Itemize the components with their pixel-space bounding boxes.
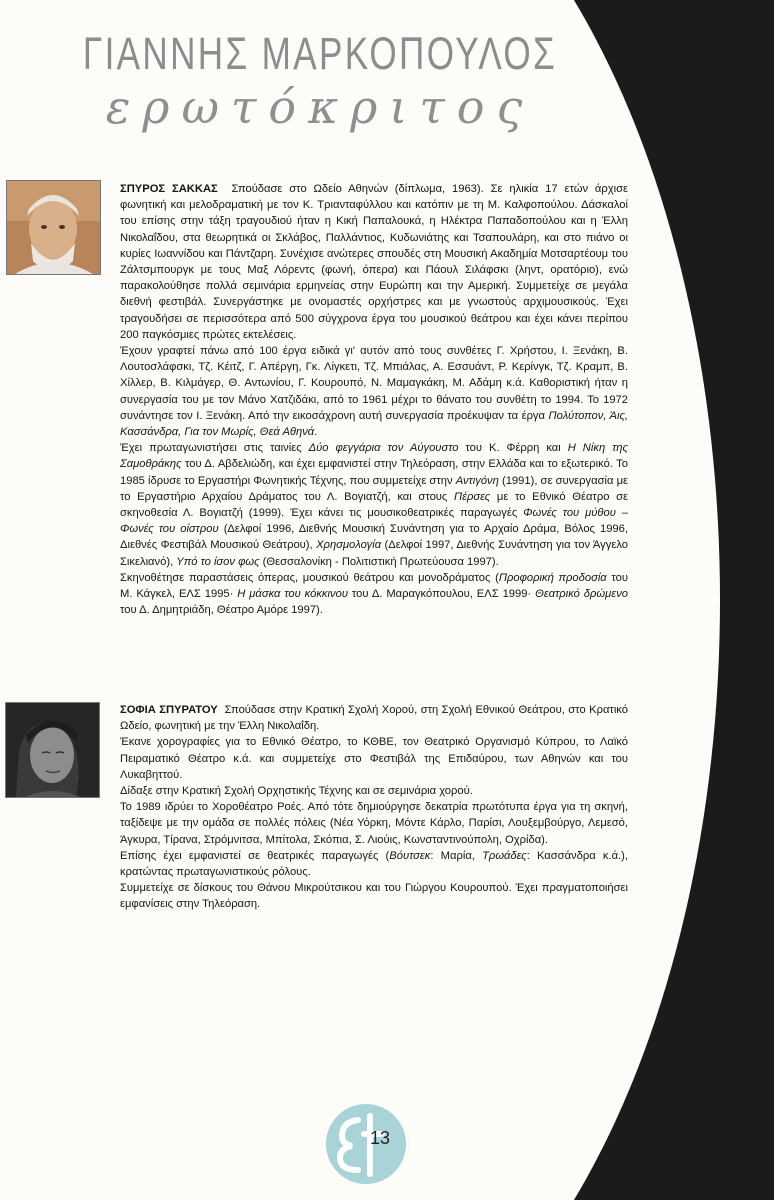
bio-text: Σπούδασε στην Κρατική Σχολή Χορού, στη Σχολή Εθνικού Θεάτρου, στο Κρατικό Ωδείο, φωνητική με την Έλλη Νικολαΐδη. (120, 704, 628, 733)
bio-paragraph: Σκηνοθέτησε παραστάσεις όπερας, μουσικού θεάτρου και μονοδράματος (Προφορική προδοσία του Μ. Κάγκελ, ΕΛΣ 1995· Η μάσκα του κόκκινου του Δ. Μαραγκόπουλου, ΕΛΣ 1999· Θεατρικό δρώμενο του Δ. Δημητριάδη, Θέατρο Αμόρε 1997). (120, 571, 629, 617)
bio-paragraph: Έχει πρωταγωνιστήσει στις ταινίες Δύο φεγγάρια τον Αύγουστο του Κ. Φέρρη και Η Νίκη της Σαμοθράκης του Δ. Αβδελιώδη, και έχει εμφανιστεί στην Τηλεόραση, στην Ελλάδα και το εξωτερικό. Το 1985 ίδρυσε το Εργαστήρι Φωνητικής Τέχνης, που συμμετείχε στην Αντιγόνη (1991), σε συνεργασία με το Εργαστήριο Αρχαίου Δράματος του Λ. Βογιατζή, και στους Πέρσες με το Εθνικό Θέατρο σε σκηνοθεσία Λ. Βογιατζή (1999). Έχει κάνει τις μουσικοθεατρικές παραγωγές Φωνές του μύθου – Φωνές του οίστρου (Δελφοί 1996, Διεθνής Μουσική Συνάντηση για το Αρχαίο Δράμα, Βόλος 1996, Διεθνές Φεστιβάλ Μουσικού Θεάτρου), Χρησμολογία (Δελφοί 1997, Διεθνής Συνάντηση για τον Άγγελο Σικελιανό), Υπό το ίσον φως (Θεσσαλονίκη - Πολιτιστική Πρωτεύουσα 1997). (120, 442, 629, 568)
bio-sofia-spyratou (120, 702, 628, 913)
bio-name: ΣΠΥΡΟΣ ΣΑΚΚΑΣ (120, 183, 218, 195)
bio-paragraph: Έκανε χορογραφίες για το Εθνικό Θέατρο, το ΚΘΒΕ, τον Θεατρικό Οργανισμό Κύπρου, το Λαϊκό Πειραματικό Θέατρο κ.ά. και συμμετείχε στο Φεστιβάλ της Επιδαύρου, των Αθηνών και του Λυκαβηττού. (120, 736, 628, 781)
bio-paragraph: Έχουν γραφτεί πάνω από 100 έργα ειδικά γι' αυτόν από τους συνθέτες Γ. Χρήστου, Ι. Ξενάκη, Β. Λουτοσλάφσκι, Τζ. Κέιτζ, Γ. Απέργη, Γκ. Λίγκετι, Τζ. Μπιάλας, Α. Εσσυάντ, Ρ. Κερίνγκ, Τζ. Κραμπ, Β. Χίλλερ, Β. Κιλμάγερ, Θ. Αντωνίου, Γ. Κουρουπό, Ν. Μαμαγκάκη, Μ. Αδάμη κ.ά. Καθοριστική ήταν η συνεργασία του με τον Μάνο Χατζιδάκι, από το 1961 μέχρι το θάνατο του συνθέτη το 1994. Το 1972 συνάντησε τον Ι. Ξενάκη. Από την εικοσάχρονη αυτή συνεργασία προέκυψαν τα έργα Πολύτοπον, Άις, Κασσάνδρα, Για τον Μωρίς, Θεά Αθηνά. (120, 345, 628, 439)
portrait-spyros-sakkas (6, 180, 101, 275)
page-subtitle: ερωτόκριτος (105, 80, 535, 134)
bio-name: ΣΟΦΙΑ ΣΠΥΡΑΤΟΥ (120, 704, 218, 716)
page-number: 13 (370, 1128, 391, 1148)
bio-paragraph (120, 181, 628, 343)
publisher-logo-icon (324, 1102, 408, 1186)
bio-spyros-sakkas (120, 181, 628, 618)
bio-text: Σπούδασε στο Ωδείο Αθηνών (δίπλωμα, 1963). Σε ηλικία 17 ετών άρχισε φωνητική και μελοδραματική με τον Κ. Τριανταφύλλου και κατόπιν με τη Μ. Καλφοπούλου. Δάσκαλοί του επίσης στην τάξη τραγουδιού ήταν η Κική Παπαλουκά, η Ηλέκτρα Παπαδοπούλου και η Έλλη Νικολαΐδου, στα θεωρητικά οι Σκλάβος, Παλλάντιος, Κυδωνιάτης και Τσαπουλάρη, και στο πιάνο οι κυρίες Ιωαννίδου και Πάντζαρη. Συνέχισε ανώτερες σπουδές στη Μουσική Ακαδημία Μοτσαρτέουμ του Ζάλτσμπουργκ με τους Μαξ Λόρεντς (φωνή, όπερα) και Πάουλ Σιλάφσκι (ληντ, ορατόριο), ενώ παρακολούθησε πολλά σεμινάρια ερμηνείας στην Ευρώπη και την Αμερική. Συμμετείχε σε μεγάλα διεθνή φεστιβάλ. Συνεργάστηκε με ονομαστές ορχήστρες και με γνωστούς αρχιμουσικούς. Έχει τραγουδήσει σε περισσότερα από 500 σύγχρονα έργα του μουσικού θεάτρου και έχει κάνει περίπου 200 παγκόσμιες πρώτες εκτελέσεις. (120, 183, 628, 341)
page-title: ΓΙΑΝΝΗΣ ΜΑΡΚΟΠΟΥΛΟΣ (82, 28, 558, 79)
bio-paragraph: Επίσης έχει εμφανιστεί σε θεατρικές παραγωγές (Βόυτσεκ: Μαρία, Τρωάδες: Κασσάνδρα κ.ά.), κρατώντας πρωταγωνιστικούς ρόλους. (120, 849, 628, 879)
bio-paragraph: Συμμετείχε σε δίσκους του Θάνου Μικρούτσικου και του Γιώργου Κουρουπού. Έχει πραγματοποιήσει εμφανίσεις στην Τηλεόραση. (120, 882, 628, 911)
bio-paragraph: Το 1989 ιδρύει το Χοροθέατρο Ροές. Από τότε δημιούργησε δεκατρία πρωτότυπα έργα για τη σκηνή, ταξίδεψε με την ομάδα σε πολλές πόλεις (Νέα Υόρκη, Μόντε Κάρλο, Παρίσι, Λουξεμβούργο, Λεμεσό, Άγκυρα, Τίρανα, Στρόμνιτσα, Μπίτολα, Σκόπια, Σ. Λιούις, Κωνσταντινούπολη, Οχρίδα). (120, 801, 628, 846)
bio-paragraph (120, 702, 628, 734)
portrait-sofia-spyratou (5, 702, 100, 798)
bio-paragraph: Δίδαξε στην Κρατική Σχολή Ορχηστικής Τέχνης και σε σεμινάρια χορού. (120, 785, 473, 798)
